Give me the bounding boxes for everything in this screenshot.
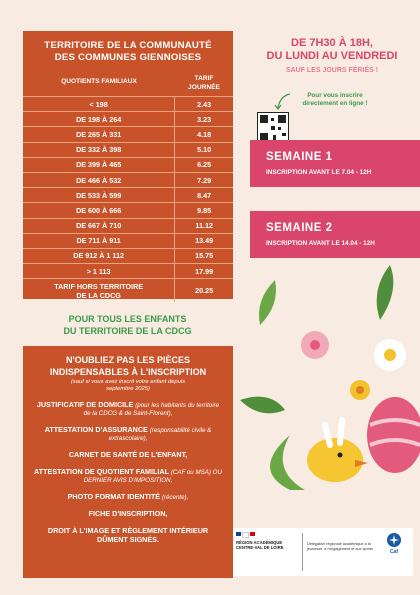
documents-title: N'OUBLIEZ PAS LES PIÈCES INDISPENSABLES À L'INSCRIPTION xyxy=(49,355,207,377)
chick-bunny-ears-icon xyxy=(270,420,368,490)
document-item: FICHE D'INSCRIPTION, xyxy=(88,509,168,518)
quotient-cell: DE 265 À 331 xyxy=(76,129,122,139)
arrow-icon xyxy=(272,92,294,112)
quotients-header: QUOTIENTS FAMILIAUX xyxy=(61,78,137,85)
flower-pink-decoration xyxy=(301,331,329,359)
opening-hours: DE 7H30 À 18H, DU LUNDI AU VENDREDI xyxy=(266,37,398,62)
quotient-cell: DE 332 À 398 xyxy=(76,145,122,155)
document-item: DROIT À L'IMAGE ET RÈGLEMENT INTÉRIEUR DÛMENT SIGNÉS. xyxy=(47,526,209,544)
logo-divider xyxy=(302,533,303,571)
tariff-title: TERRITOIRE DE LA COMMUNAUTÉ DES COMMUNES GIENNOISES xyxy=(44,40,212,63)
document-item: CARNET DE SANTÉ DE L'ENFANT, xyxy=(68,450,188,459)
tariff-row xyxy=(23,202,233,217)
tarif-cell: 4.18 xyxy=(174,127,233,141)
tarif-cell: 17.99 xyxy=(174,264,233,278)
quotient-cell: DE 600 À 666 xyxy=(76,205,122,215)
quotient-cell: DE 466 À 532 xyxy=(76,175,122,185)
tarif-cell: 13.49 xyxy=(174,234,233,248)
tariff-row-hors: TARIF HORS TERRITOIRE DE LA CDCG 20.25 xyxy=(23,278,233,302)
tariff-row xyxy=(23,126,233,141)
tariff-row xyxy=(23,218,233,233)
quotient-cell: DE 399 À 465 xyxy=(76,160,122,170)
quotient-cell: DE 667 À 710 xyxy=(76,221,122,231)
easter-egg-icon xyxy=(367,397,420,473)
caf-logo: Caf xyxy=(380,532,408,555)
tarif-cell: 3.23 xyxy=(174,112,233,126)
quotient-cell: DE 533 À 599 xyxy=(76,190,122,200)
documents-box xyxy=(23,346,233,578)
tarif-cell: 7.29 xyxy=(174,173,233,187)
tariff-row xyxy=(23,142,233,157)
tarif-cell: 9.85 xyxy=(174,203,233,217)
document-item: PHOTO FORMAT IDENTITÉ (récente), xyxy=(67,492,189,501)
tariff-header xyxy=(23,75,233,92)
tarif-cell: 15.75 xyxy=(174,249,233,263)
document-item: ATTESTATION D'ASSURANCE (responsabilité civile & extrascolaire), xyxy=(44,425,212,442)
flower-daisy-decoration xyxy=(350,339,406,400)
quotient-cell: < 198 xyxy=(89,99,108,109)
tarif-header: TARIF JOURNÉE xyxy=(188,75,220,91)
document-item: JUSTIFICATIF DE DOMICILE (pour les habitants du territoire de la CDCG & de Saint-Florent), xyxy=(36,400,220,417)
document-item: ATTESTATION DE QUOTIENT FAMILIAL (CAF ou MSA) OU DERNIER AVIS D'IMPOSITION, xyxy=(34,467,222,484)
qr-note: Pour vous inscrire directement en ligne ! xyxy=(302,92,368,107)
region-logo: RÉGION ACADÉMIQUE CENTRE-VAL DE LOIRE xyxy=(236,532,298,550)
tariff-row xyxy=(23,187,233,202)
semaine-1-box: SEMAINE 1 INSCRIPTION AVANT LE 7.04 - 12H xyxy=(250,140,420,187)
tariff-table xyxy=(23,31,233,299)
tarif-cell: 8.47 xyxy=(174,188,233,202)
tariff-rows xyxy=(23,96,233,278)
tarif-cell: 6.25 xyxy=(174,158,233,172)
pour-tous-heading: POUR TOUS LES ENFANTS DU TERRITOIRE DE LA CDCG xyxy=(63,314,192,336)
quotient-cell: DE 711 À 911 xyxy=(76,236,121,246)
quotient-cell: DE 912 À 1 112 xyxy=(73,251,125,261)
quotient-cell: DE 198 À 264 xyxy=(76,114,122,124)
semaine-2-box: SEMAINE 2 INSCRIPTION AVANT LE 14.04 - 12H xyxy=(250,211,420,258)
tarif-cell: 5.10 xyxy=(174,143,233,157)
documents-subtitle: (sauf si vous avez inscrit votre enfant depuis septembre 2025) xyxy=(70,379,186,392)
tariff-row xyxy=(23,263,233,278)
documents-list xyxy=(23,401,233,545)
tarif-cell: 11.12 xyxy=(174,219,233,233)
quotient-cell: > 1 113 xyxy=(86,266,111,276)
tariff-row xyxy=(23,233,233,248)
delegation-logo: Délégation régionale académique à la jeunesse, à l'engagement et aux sports xyxy=(307,542,373,551)
holiday-note: SAUF LES JOURS FÉRIÉS ! xyxy=(285,67,379,74)
tariff-row xyxy=(23,248,233,263)
tariff-row xyxy=(23,96,233,111)
tariff-row xyxy=(23,172,233,187)
tarif-cell: 2.43 xyxy=(174,97,233,111)
tariff-row xyxy=(23,157,233,172)
tariff-row xyxy=(23,111,233,126)
